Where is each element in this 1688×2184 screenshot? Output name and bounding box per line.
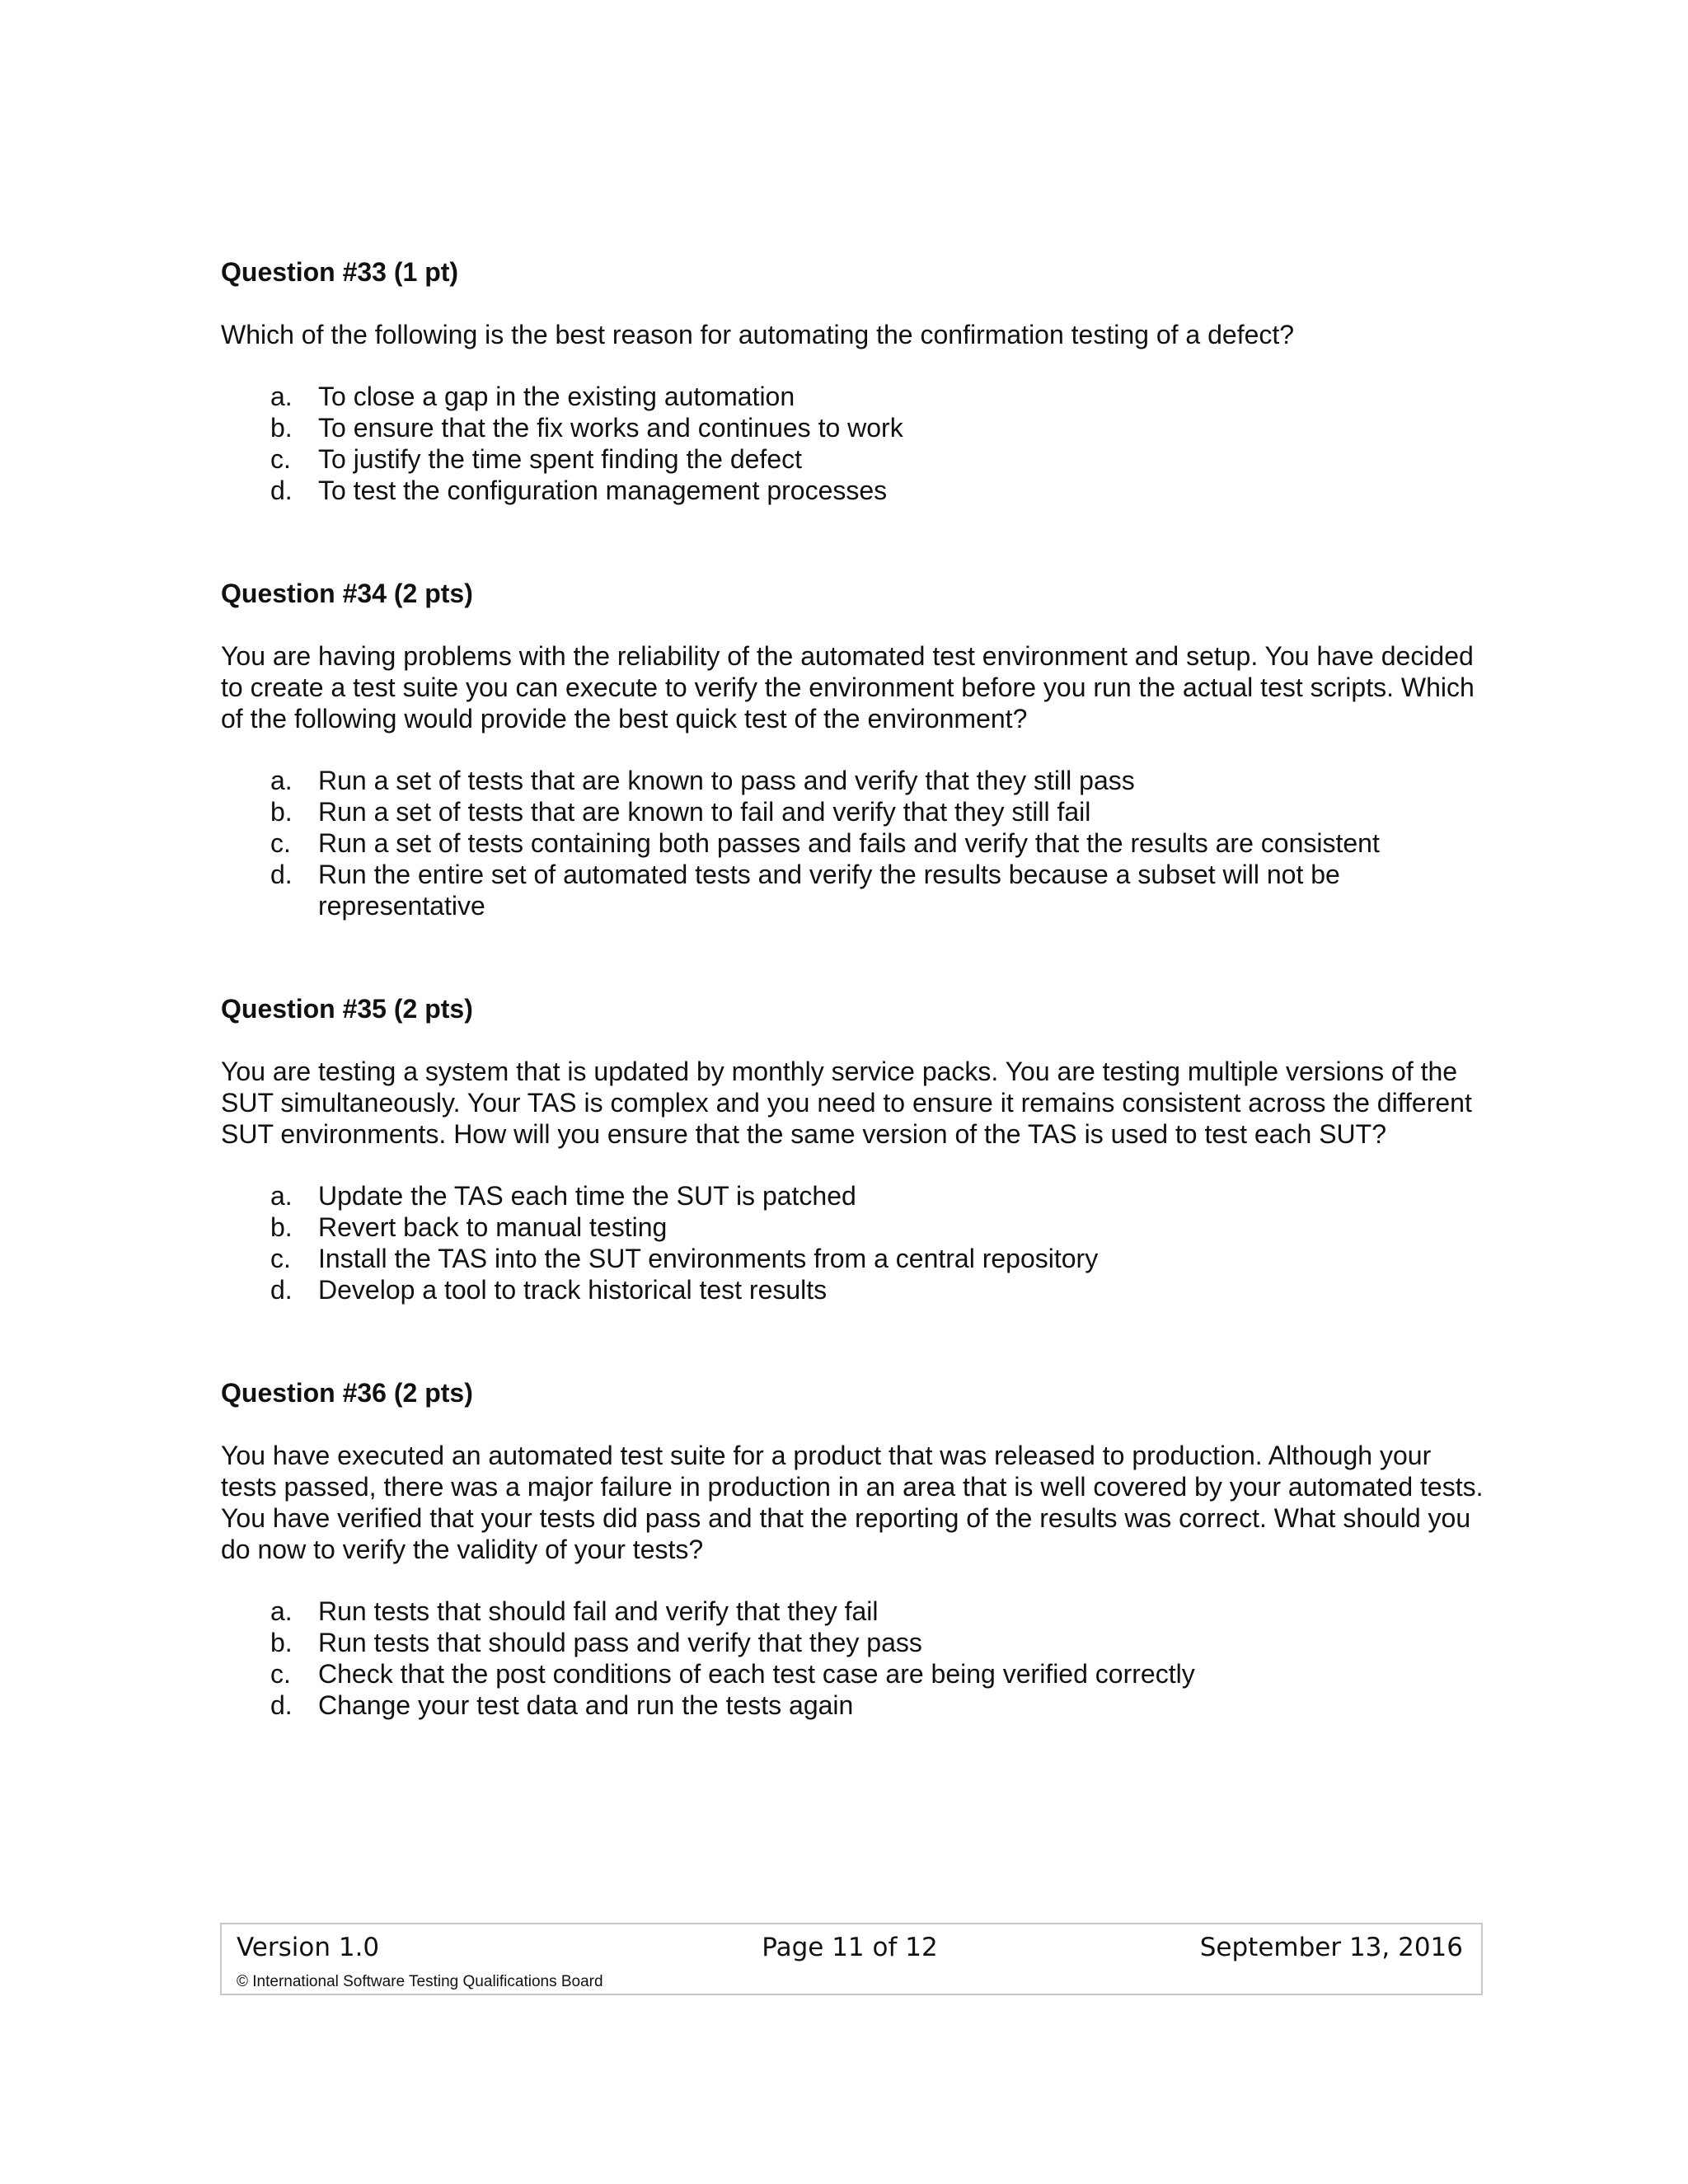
option-letter: c. — [270, 1244, 291, 1273]
answer-option — [221, 1690, 1490, 1721]
option-letter: d. — [270, 860, 293, 889]
footer-row — [237, 1931, 1463, 1964]
answer-option — [221, 1180, 1490, 1212]
question-34 — [221, 577, 1490, 921]
question-text: You are having problems with the reliability of the automated test environment and setup. You have decided to create a test suite you can execute to verify the environment before you run the actual test scripts. Which of the following would provide the best quick test of the environment? — [221, 641, 1475, 733]
option-text: To test the configuration management processes — [318, 476, 888, 505]
answer-option — [221, 1274, 1490, 1305]
option-letter: c. — [270, 828, 291, 858]
option-text: Run a set of tests containing both passes and fails and verify that the results are consistent — [318, 828, 1380, 858]
answer-option — [221, 1243, 1490, 1274]
question-35 — [221, 992, 1490, 1305]
option-text: Develop a tool to track historical test results — [318, 1275, 828, 1305]
answer-options — [221, 1596, 1490, 1721]
footer-date: September 13, 2016 — [1199, 1933, 1463, 1962]
answer-option — [221, 859, 1490, 921]
answer-option — [221, 412, 1490, 443]
option-text: Revert back to manual testing — [318, 1212, 668, 1242]
answer-options — [221, 1180, 1490, 1305]
answer-options — [221, 765, 1490, 921]
option-letter: b. — [270, 797, 293, 827]
option-letter: a. — [270, 766, 293, 795]
option-text: Run tests that should pass and verify that they pass — [318, 1628, 922, 1657]
answer-option — [221, 1212, 1490, 1243]
answer-option — [221, 796, 1490, 827]
question-title: Question #34 (2 pts) — [221, 579, 473, 608]
option-letter: d. — [270, 476, 293, 505]
question-text: You are testing a system that is updated by monthly service packs. You are testing multiple versions of the SUT simultaneously. Your TAS is complex and you need to ensure it remains consistent across the different SUT environments. How will you ensure that the same version of the TAS is used to test each SUT? — [221, 1057, 1472, 1149]
option-text: Run a set of tests that are known to pass and verify that they still pass — [318, 766, 1135, 795]
answer-option — [221, 475, 1490, 506]
question-title: Question #36 (2 pts) — [221, 1378, 473, 1408]
option-text: Check that the post conditions of each test case are being verified correctly — [318, 1659, 1195, 1689]
option-text: Change your test data and run the tests again — [318, 1690, 854, 1720]
option-text: Run tests that should fail and verify that they fail — [318, 1596, 879, 1626]
option-letter: a. — [270, 1181, 293, 1211]
answer-option — [221, 381, 1490, 412]
option-text: To justify the time spent finding the defect — [318, 444, 802, 474]
option-text: Run the entire set of automated tests and verify the results because a subset will not be representative — [318, 860, 1340, 921]
footer-version: Version 1.0 — [237, 1933, 380, 1962]
option-letter: b. — [270, 1628, 293, 1657]
answer-option — [221, 827, 1490, 859]
page-footer — [220, 1923, 1483, 1995]
option-letter: d. — [270, 1275, 293, 1305]
answer-option — [221, 1596, 1490, 1627]
option-letter: a. — [270, 382, 293, 411]
option-letter: a. — [270, 1596, 293, 1626]
option-letter: b. — [270, 413, 293, 443]
option-text: To close a gap in the existing automation — [318, 382, 795, 411]
question-36 — [221, 1376, 1490, 1721]
answer-option — [221, 765, 1490, 796]
option-letter: b. — [270, 1212, 293, 1242]
option-letter: c. — [270, 444, 291, 474]
footer-page-number: Page 11 of 12 — [762, 1933, 938, 1962]
page-content — [221, 255, 1490, 1792]
footer-copyright: © International Software Testing Qualifications Board — [237, 1973, 603, 1990]
answer-option — [221, 1627, 1490, 1658]
question-title: Question #33 (1 pt) — [221, 257, 459, 287]
option-text: Update the TAS each time the SUT is patched — [318, 1181, 856, 1211]
question-text: Which of the following is the best reason for automating the confirmation testing of a defect? — [221, 320, 1295, 349]
option-letter: c. — [270, 1659, 291, 1689]
answer-option — [221, 1658, 1490, 1690]
question-title: Question #35 (2 pts) — [221, 994, 473, 1024]
question-33 — [221, 255, 1490, 506]
question-text: You have executed an automated test suite for a product that was released to production. Although your tests passed, there was a major failure in production in an area that is well covered by your automated tests. You have verified that your tests did pass and that the reporting of the results was correct. What should you do now to verify the validity of your tests? — [221, 1441, 1484, 1564]
option-text: Run a set of tests that are known to fail and verify that they still fail — [318, 797, 1091, 827]
answer-options — [221, 381, 1490, 506]
option-text: To ensure that the fix works and continues to work — [318, 413, 903, 443]
option-letter: d. — [270, 1690, 293, 1720]
answer-option — [221, 443, 1490, 475]
option-text: Install the TAS into the SUT environments from a central repository — [318, 1244, 1099, 1273]
